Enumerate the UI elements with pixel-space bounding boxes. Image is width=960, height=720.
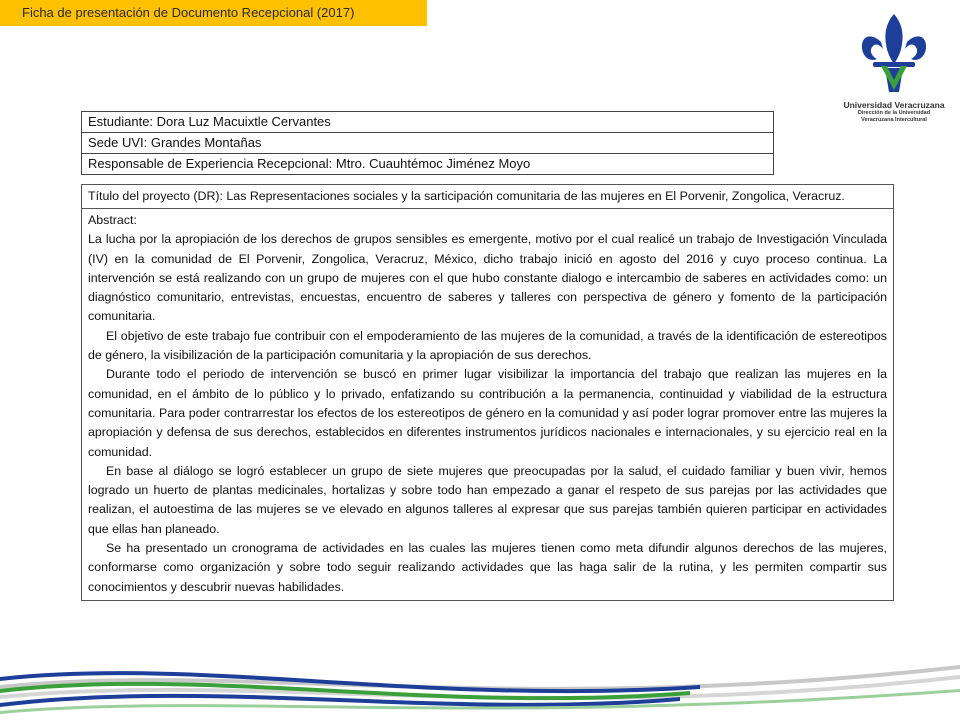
logo-subtitle-line2: Veracruzana Intercultural	[861, 117, 927, 123]
project-box	[81, 184, 894, 601]
abstract-paragraph: Durante todo el periodo de intervención se buscó en primer lugar visibilizar la importancia del trabajo que realizan las mujeres en la comunidad, en el ámbito de lo público y lo privado, enfatizando su contribución a la permanencia, continuidad y viabilidad de la estructura comunitaria. Para poder contrarrestar los efectos de los estereotipos de género en la comunidad y así poder lograr promover entre las mujeres la apropiación y defensa de sus derechos, establecidos en diferentes instrumentos jurídicos nacionales e internacionales, y su ejercicio real en la comunidad.	[88, 367, 887, 459]
abstract-paragraph: Se ha presentado un cronograma de actividades en las cuales las mujeres tienen como meta difundir algunos derechos de las mujeres, conformarse como organización y sobre todo seguir realizando actividades que las haga salir de la rutina, y les permiten compartir sus conocimientos y descubrir nuevas habilidades.	[88, 541, 887, 594]
logo-subtitle-line1: Dirección de la Universidad	[857, 110, 931, 116]
student-name: Estudiante: Dora Luz Macuixtle Cervantes	[82, 112, 774, 133]
abstract-paragraph: En base al diálogo se logró establecer un grupo de siete mujeres que preocupadas por la salud, el cuidado familiar y buen vivir, hemos logrado un huerto de plantas medicinales, hortalizas y sobre todo han empezado a ganar el respeto de sus parejas por las actividades que realizan, el autoestima de las mujeres se ve elevado en algunos talleres al expresar que sus parejas también quieren participar en actividades que ellas han planeado.	[88, 463, 887, 536]
table-row	[82, 154, 774, 175]
abstract-section	[82, 209, 893, 600]
fleur-de-lis-emblem-icon	[859, 12, 929, 98]
footer-stripes-decoration	[0, 655, 960, 720]
header-title: Ficha de presentación de Documento Recepcional (2017)	[22, 5, 355, 20]
header-bar	[0, 0, 427, 26]
project-title: Título del proyecto (DR): Las Representaciones sociales y la sarticipación comunitaria de las mujeres en El Porvenir, Zongolica, Veracruz.	[82, 185, 893, 209]
logo-university-name: Universidad Veracruzana	[843, 100, 945, 110]
university-logo	[832, 12, 956, 132]
abstract-label: Abstract:	[88, 213, 137, 227]
student-info-table	[81, 111, 774, 175]
table-row	[82, 133, 774, 154]
abstract-paragraph: El objetivo de este trabajo fue contribuir con el empoderamiento de las mujeres de la comunidad, a través de la identificación de estereotipos de género, la visibilización de la participación comunitaria y la apropiación de sus derechos.	[88, 328, 887, 363]
table-row	[82, 112, 774, 133]
advisor-name: Responsable de Experiencia Recepcional: Mtro. Cuauhtémoc Jiménez Moyo	[82, 154, 774, 175]
uvi-site: Sede UVI: Grandes Montañas	[82, 133, 774, 154]
abstract-paragraph: La lucha por la apropiación de los derechos de grupos sensibles es emergente, motivo por el cual realicé un trabajo de Investigación Vinculada (IV) en la comunidad de El Porvenir, Zongolica, Veracruz, México, dicho trabajo inició en agosto del 2016 y cuyo proceso continua. La intervención se está realizando con un grupo de mujeres con el que hubo constante dialogo e intercambio de saberes en actividades como: un diagnóstico comunitario, entrevistas, encuestas, encuentro de saberes y talleres con perspectiva de género y fomento de la participación comunitaria.	[88, 232, 887, 324]
